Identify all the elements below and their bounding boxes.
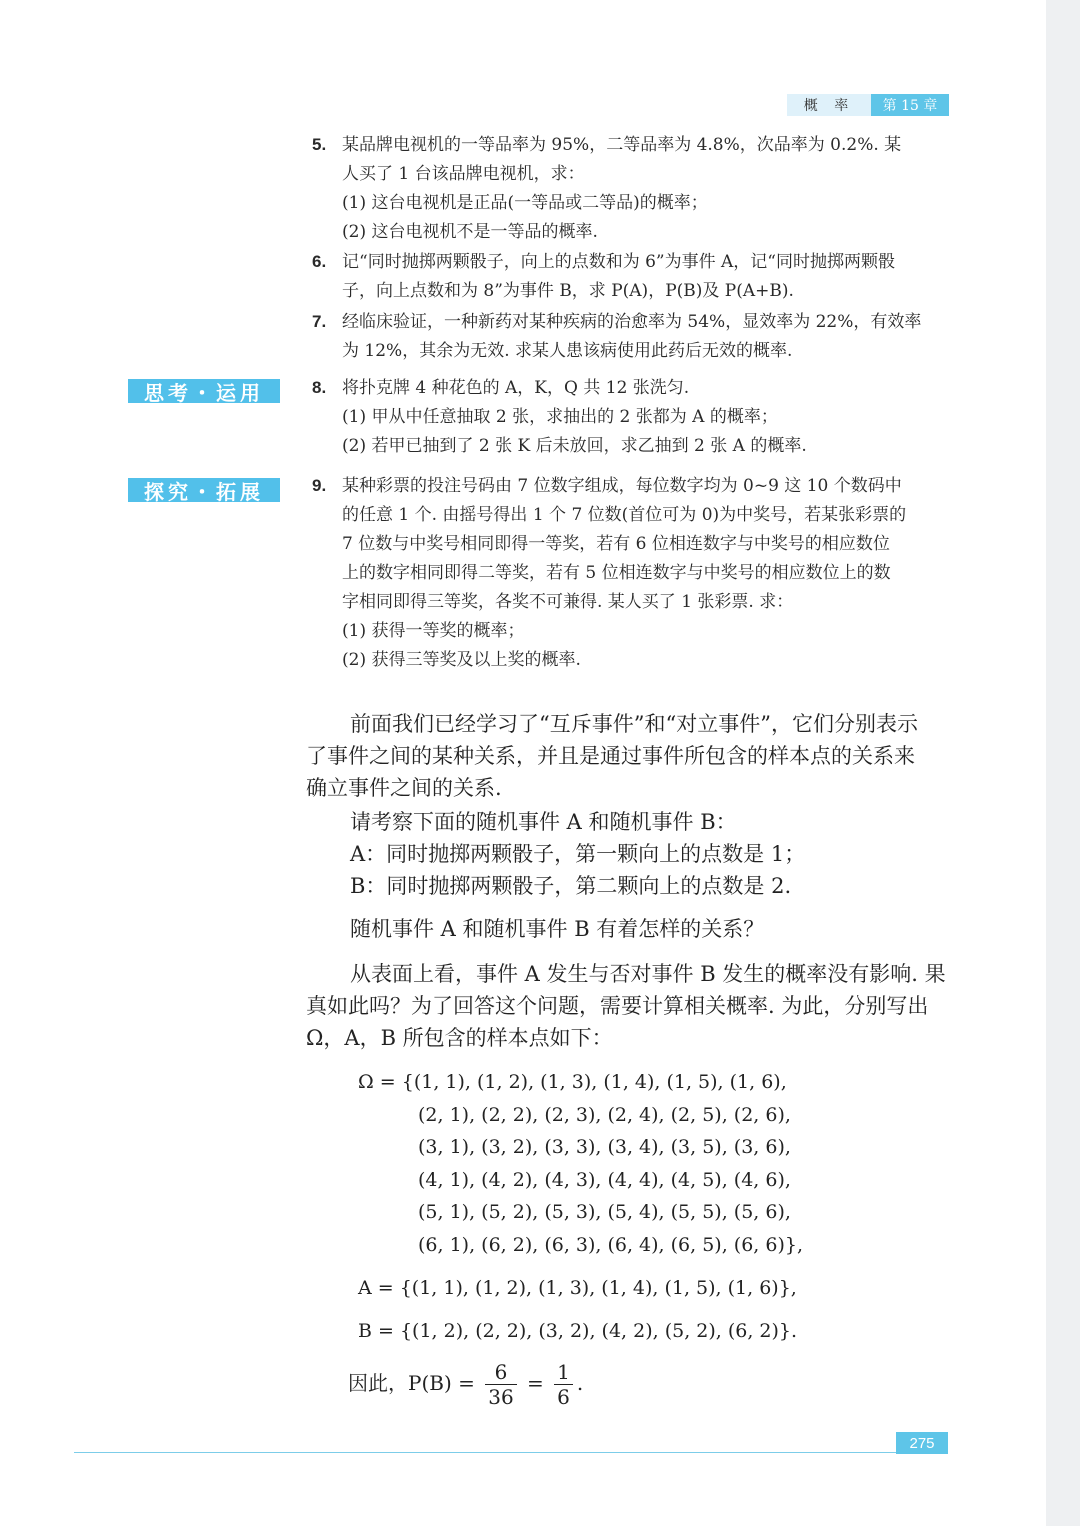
set-b-equation: B = {(1, 2), (2, 2), (3, 2), (4, 2), (5, 2), (6, 2)}. — [358, 1320, 798, 1342]
exercise-text: 为 12%，其余为无效. 求某人患该病使用此药后无效的概率. — [342, 341, 793, 361]
exercise-number: 8. — [312, 378, 327, 397]
conclusion-prefix: 因此，P(B) = — [348, 1371, 475, 1395]
exercise-number: 9. — [312, 476, 327, 495]
exercise-text: 字相同即得三等奖，各奖不可兼得. 某人买了 1 张彩票. 求： — [342, 592, 794, 612]
set-a-equation: A = {(1, 1), (1, 2), (1, 3), (1, 4), (1, 5), (1, 6)}, — [358, 1277, 797, 1299]
sub-question: (2) 若甲已抽到了 2 张 K 后未放回，求乙抽到 2 张 A 的概率. — [342, 436, 807, 456]
paragraph-line: 真如此吗？为了回答这个问题，需要计算相关概率. 为此，分别写出 — [306, 994, 929, 1018]
page-edge-shade — [1046, 0, 1080, 1526]
sub-question: (1) 甲从中任意抽取 2 张，求抽出的 2 张都为 A 的概率； — [342, 407, 778, 427]
fraction-numerator: 6 — [485, 1360, 516, 1385]
fraction-denominator: 6 — [557, 1385, 570, 1409]
omega-row: (6, 1), (6, 2), (6, 3), (6, 4), (6, 5), (6, 6)}, — [418, 1234, 804, 1256]
exercise-text: 经临床验证，一种新药对某种疾病的治愈率为 54%，显效率为 22%，有效率 — [342, 312, 922, 332]
footer-rule — [74, 1452, 896, 1453]
fraction-6-36 — [485, 1360, 516, 1409]
chapter-label: 第 15 章 — [871, 94, 949, 116]
exercise-6 — [312, 247, 952, 306]
omega-row: (3, 1), (3, 2), (3, 3), (3, 4), (3, 5), (3, 6), — [418, 1136, 791, 1158]
exercise-text: 某品牌电视机的一等品率为 95%，二等品率为 4.8%，次品率为 0.2%. 某 — [342, 135, 902, 155]
exercise-text: 记“同时抛掷两颗骰子，向上的点数和为 6”为事件 A，记“同时抛掷两颗骰 — [342, 252, 895, 272]
exercise-text: 7 位数与中奖号相同即得一等奖，若有 6 位相连数字与中奖号的相应数位 — [342, 534, 890, 554]
paragraph-line: 前面我们已经学习了“互斥事件”和“对立事件”，它们分别表示 — [350, 712, 918, 736]
exercise-7 — [312, 307, 952, 366]
section-title: 概 率 — [787, 94, 871, 116]
sub-question: (2) 获得三等奖及以上奖的概率. — [342, 650, 581, 670]
chapter-header — [787, 94, 949, 116]
exercise-text: 的任意 1 个. 由摇号得出 1 个 7 位数(首位可为 0)为中奖号，若某张彩票的 — [342, 505, 907, 525]
paragraph-line: 确立事件之间的关系. — [306, 776, 502, 800]
period: . — [576, 1371, 584, 1395]
omega-row: (5, 1), (5, 2), (5, 3), (5, 4), (5, 5), (5, 6), — [418, 1201, 791, 1223]
paragraph-line: Ω，A，B 所包含的样本点如下： — [306, 1026, 613, 1050]
exercise-text: 人买了 1 台该品牌电视机，求： — [342, 164, 585, 184]
fraction-numerator: 1 — [554, 1360, 573, 1385]
sub-question: (1) 这台电视机是正品(一等品或二等品)的概率； — [342, 193, 708, 213]
paragraph-line: 从表面上看，事件 A 发生与否对事件 B 发生的概率没有影响. 果 — [350, 962, 946, 986]
page-number: 275 — [896, 1432, 948, 1454]
fraction-denominator: 36 — [488, 1385, 514, 1409]
paragraph-line: 随机事件 A 和随机事件 B 有着怎样的关系？ — [350, 917, 765, 941]
omega-row: (2, 1), (2, 2), (2, 3), (2, 4), (2, 5), (2, 6), — [418, 1104, 791, 1126]
exercise-text: 某种彩票的投注号码由 7 位数字组成，每位数字均为 0~9 这 10 个数码中 — [342, 476, 902, 496]
paragraph-line: 了事件之间的某种关系，并且是通过事件所包含的样本点的关系来 — [306, 744, 915, 768]
exercise-text: 子，向上点数和为 8”为事件 B，求 P(A)，P(B)及 P(A+B). — [342, 281, 794, 301]
probability-conclusion — [348, 1360, 583, 1409]
equals-sign: = — [527, 1371, 544, 1395]
sub-question: (1) 获得一等奖的概率； — [342, 621, 525, 641]
exercise-text: 将扑克牌 4 种花色的 A，K，Q 共 12 张洗匀. — [342, 378, 690, 398]
intro-paragraph — [306, 708, 952, 804]
exercise-5 — [312, 130, 952, 247]
events-block — [306, 806, 952, 902]
event-b-definition: B：同时抛掷两颗骰子，第二颗向上的点数是 2. — [350, 874, 792, 898]
exercise-9 — [312, 471, 952, 675]
exercise-number: 6. — [312, 252, 327, 271]
exercise-8 — [312, 373, 952, 461]
event-a-definition: A：同时抛掷两颗骰子，第一颗向上的点数是 1； — [350, 842, 806, 866]
section-label-think-apply: 思考・运用 — [128, 379, 280, 403]
sub-question: (2) 这台电视机不是一等品的概率. — [342, 222, 598, 242]
section-label-explore-extend: 探究・拓展 — [128, 478, 280, 502]
exercise-text: 上的数字相同即得二等奖，若有 5 位相连数字与中奖号的相应数位上的数 — [342, 563, 891, 583]
exercise-number: 7. — [312, 312, 327, 331]
fraction-1-6 — [554, 1360, 573, 1409]
omega-row: Ω = {(1, 1), (1, 2), (1, 3), (1, 4), (1, 5), (1, 6), — [358, 1071, 787, 1093]
paragraph-line: 请考察下面的随机事件 A 和随机事件 B： — [350, 810, 737, 834]
question-paragraph — [306, 913, 952, 945]
omega-row: (4, 1), (4, 2), (4, 3), (4, 4), (4, 5), (4, 6), — [418, 1169, 791, 1191]
exercise-number: 5. — [312, 135, 327, 154]
analysis-paragraph — [306, 958, 952, 1054]
